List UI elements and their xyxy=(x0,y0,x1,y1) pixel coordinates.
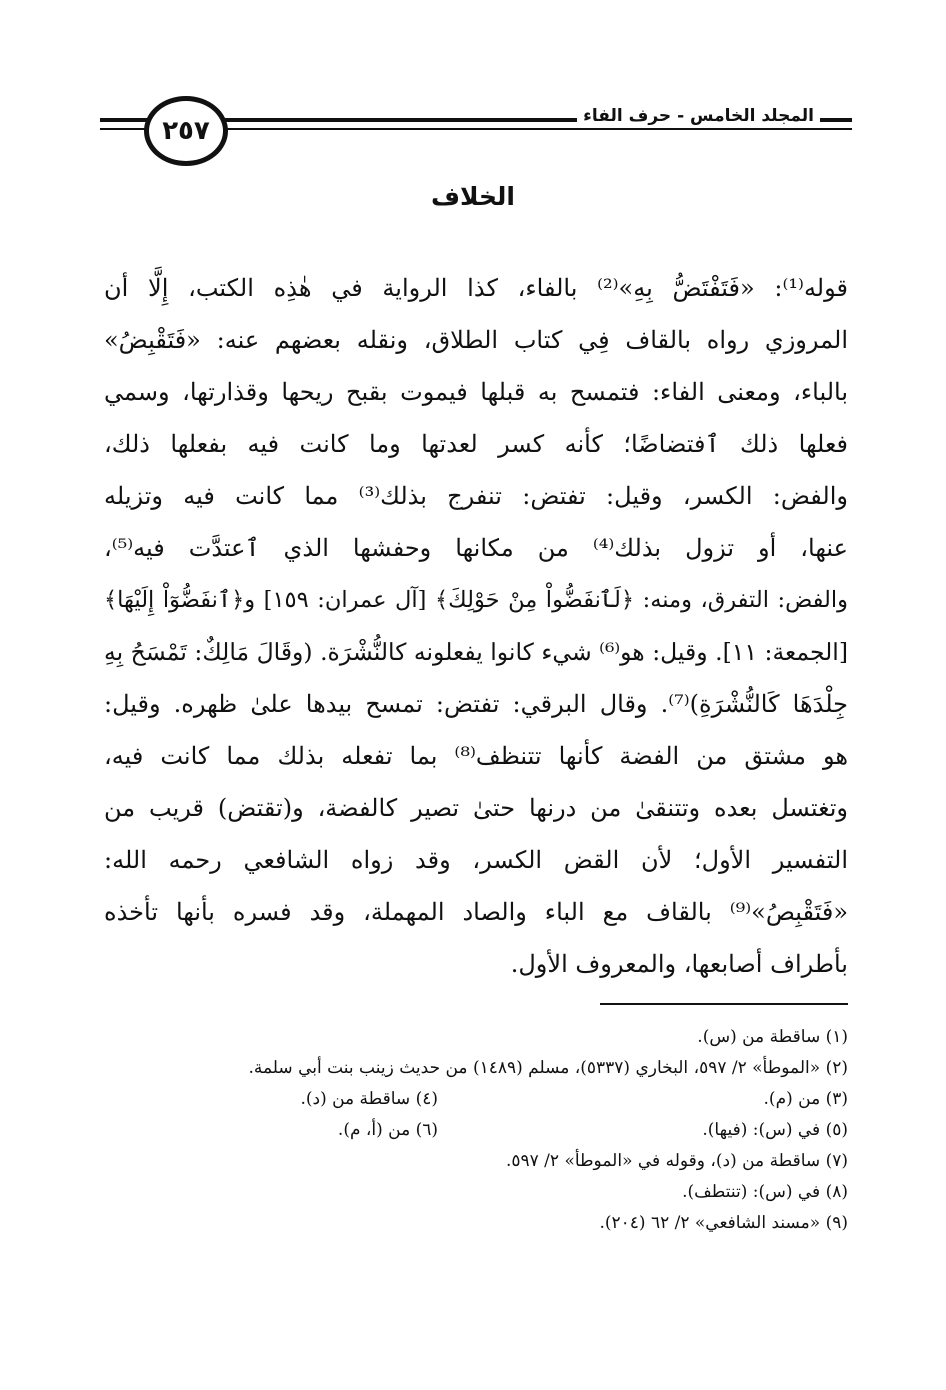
body-line: قوله⁽¹⁾: «فَتَفْتَضُّ بِهِ»⁽²⁾ بالفاء، كذا الرواية في هٰذِه الكتب، إِلَّا أن xyxy=(104,274,848,302)
footnote-row xyxy=(104,1208,848,1239)
body-line: هو مشتق من الفضة كأنها تتنظف⁽⁸⁾ بما تفعله بذلك مما كانت فيه، xyxy=(104,742,849,770)
footnote-row xyxy=(104,1115,848,1146)
body-line: «فَتَقْبِصُ»⁽⁹⁾ بالقاف مع الباء والصاد المهملة، وقد فسره بأنها تأخذه xyxy=(104,898,848,926)
body-line: التفسير الأول؛ لأن القض الكسر، وقد زواه الشافعي رحمه الله: xyxy=(104,846,848,874)
footnote: (٥) في (س): (فيها). xyxy=(702,1120,848,1140)
footnote: (٧) ساقطة من (د)، وقوله في «الموطأ» ٢/ ٥٩٧. xyxy=(505,1151,848,1171)
body-line: [الجمعة: ١١]. وقيل: هو⁽⁶⁾ شيء كانوا يفعلونه كالنُّشْرَة. (وقَالَ مَالِكٌ: تَمْسَحُ بِهِ xyxy=(104,638,849,666)
footnote: (٦) من (أ، م). xyxy=(337,1120,438,1140)
body-line: والفض: التفرق، ومنه: ﴿لَٱنفَضُّواْ مِنْ حَوْلِكَ﴾ [آل عمران: ١٥٩] و﴿ٱنفَضُّوٓاْ إِلَيْهَا﴾ xyxy=(104,587,848,613)
body-text xyxy=(104,262,848,990)
footnote: (٢) «الموطأ» ٢/ ٥٩٧، البخاري (٥٣٣٧)، مسلم (١٤٨٩) من حديث زينب بنت أبي سلمة. xyxy=(248,1058,848,1078)
body-line: وتغتسل بعده وتتنقىٰ من درنها حتىٰ تصير كالفضة، و(تقتض) قريب من xyxy=(104,794,848,822)
body-line: عنها، أو تزول بذلك⁽⁴⁾ من مكانها وحفشها الذي ٱعتدَّت فيه⁽⁵⁾، xyxy=(104,534,848,562)
footnote-row xyxy=(104,1177,848,1208)
footnote-row xyxy=(104,1084,848,1115)
section-title: الخلاف xyxy=(431,182,515,211)
body-line: فعلها ذلك ٱفتضاضًا؛ كأنه كسر لعدتها وما كانت فيه بفعلها ذلك، xyxy=(104,430,848,458)
footnote-row xyxy=(104,1053,848,1084)
footnote: (١) ساقطة من (س). xyxy=(697,1027,848,1047)
footnote: (٤) ساقطة من (د). xyxy=(300,1089,438,1109)
page-number: ٢٥٧ xyxy=(144,96,228,166)
body-line: والفض: الكسر، وقيل: تفتض: تنفرج بذلك⁽³⁾ مما كانت فيه وتزيله xyxy=(104,482,848,510)
footnote: (٨) في (س): (تنتطف). xyxy=(682,1182,848,1202)
body-line: بأطراف أصابعها، والمعروف الأول. xyxy=(510,950,848,978)
body-line: المروزي رواه بالقاف فِي كتاب الطلاق، ونقله بعضهم عنه: «فَتَقْبِضُ» xyxy=(104,326,848,354)
body-line: جِلْدَهَا كَالنُّشْرَةِ)⁽⁷⁾. وقال البرقي: تفتض: تمسح بيدها علىٰ ظهره. وقيل: xyxy=(104,690,848,718)
body-line: بالباء، ومعنى الفاء: فتمسح به قبلها فيموت بقبح ريحها وقذارتها، وسمي xyxy=(104,378,848,406)
footnote-row xyxy=(104,1146,848,1177)
footnote-separator xyxy=(600,1003,848,1005)
running-title: المجلد الخامس - حرف الفاء xyxy=(577,106,820,126)
page-header xyxy=(100,92,852,162)
footnote: (٣) من (م). xyxy=(763,1089,848,1109)
footnote: (٩) «مسند الشافعي» ٢/ ٦٢ (٢٠٤). xyxy=(599,1213,848,1233)
footnotes xyxy=(104,1022,848,1239)
footnote-row xyxy=(104,1022,848,1053)
